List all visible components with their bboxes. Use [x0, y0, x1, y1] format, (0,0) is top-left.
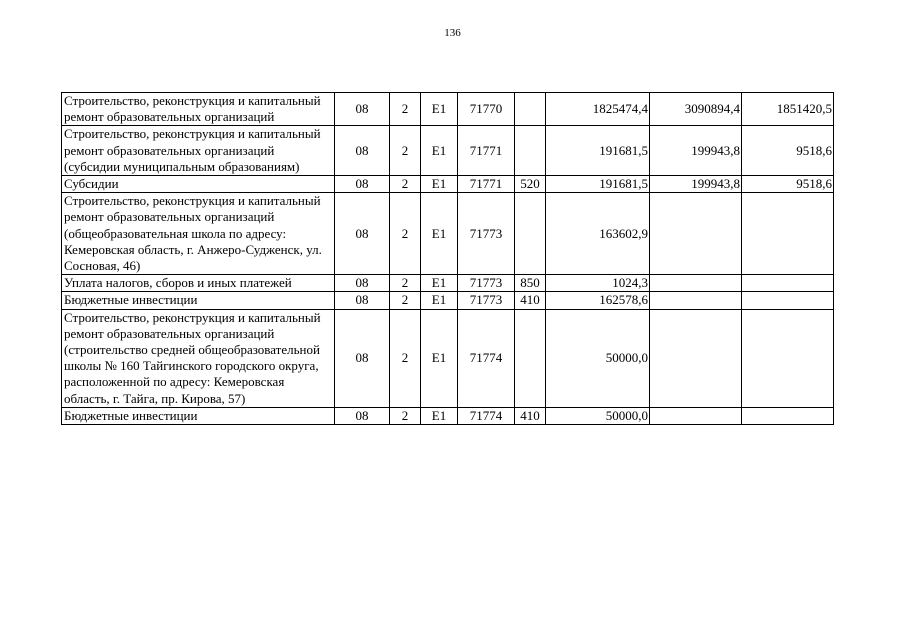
- row-year3: [742, 292, 834, 309]
- row-project: Е1: [421, 407, 458, 424]
- row-expense-type: [515, 309, 546, 407]
- table-row: [62, 292, 834, 309]
- row-section: 08: [335, 407, 390, 424]
- row-direction: 71771: [458, 126, 515, 176]
- row-expense-type: 520: [515, 176, 546, 193]
- table-row: [62, 309, 834, 407]
- row-year3: [742, 407, 834, 424]
- row-year2: 3090894,4: [650, 93, 742, 126]
- row-direction: 71771: [458, 176, 515, 193]
- row-program: 2: [390, 93, 421, 126]
- row-year3: [742, 275, 834, 292]
- row-section: 08: [335, 193, 390, 275]
- row-project: Е1: [421, 93, 458, 126]
- table-row: [62, 93, 834, 126]
- row-name: Субсидии: [62, 176, 335, 193]
- row-year2: [650, 193, 742, 275]
- row-program: 2: [390, 126, 421, 176]
- row-project: Е1: [421, 275, 458, 292]
- row-project: Е1: [421, 176, 458, 193]
- row-direction: 71773: [458, 275, 515, 292]
- row-year2: [650, 309, 742, 407]
- row-name: Бюджетные инвестиции: [62, 407, 335, 424]
- row-year3: [742, 193, 834, 275]
- row-direction: 71773: [458, 292, 515, 309]
- row-expense-type: 850: [515, 275, 546, 292]
- row-year1: 50000,0: [546, 309, 650, 407]
- row-year1: 50000,0: [546, 407, 650, 424]
- row-year2: 199943,8: [650, 176, 742, 193]
- table-row: [62, 176, 834, 193]
- row-expense-type: [515, 93, 546, 126]
- table-row: [62, 126, 834, 176]
- row-name: Строительство, реконструкция и капитальный ремонт образовательных организаций: [62, 93, 335, 126]
- row-year1: 1825474,4: [546, 93, 650, 126]
- row-name: Строительство, реконструкция и капитальный ремонт образовательных организаций (общеобразовательная школа по адресу: Кемеровская область, г. Анжеро-Судженск, ул. Сосновая, 46): [62, 193, 335, 275]
- row-name: Строительство, реконструкция и капитальный ремонт образовательных организаций (строительство средней общеобразовательной школы № 160 Тайгинского городского округа, расположенной по адресу: Кемеровская область, г. Тайга, пр. Кирова, 57): [62, 309, 335, 407]
- row-year2: [650, 407, 742, 424]
- row-program: 2: [390, 275, 421, 292]
- row-year2: [650, 292, 742, 309]
- row-name: Бюджетные инвестиции: [62, 292, 335, 309]
- row-year3: 9518,6: [742, 126, 834, 176]
- row-program: 2: [390, 292, 421, 309]
- row-year1: 1024,3: [546, 275, 650, 292]
- row-section: 08: [335, 176, 390, 193]
- row-program: 2: [390, 193, 421, 275]
- table-row: [62, 407, 834, 424]
- row-program: 2: [390, 407, 421, 424]
- row-project: Е1: [421, 292, 458, 309]
- row-direction: 71774: [458, 407, 515, 424]
- row-section: 08: [335, 126, 390, 176]
- row-year1: 191681,5: [546, 126, 650, 176]
- row-year2: 199943,8: [650, 126, 742, 176]
- row-project: Е1: [421, 309, 458, 407]
- row-section: 08: [335, 93, 390, 126]
- row-section: 08: [335, 292, 390, 309]
- row-direction: 71770: [458, 93, 515, 126]
- row-expense-type: [515, 126, 546, 176]
- row-program: 2: [390, 309, 421, 407]
- row-expense-type: [515, 193, 546, 275]
- table-row: [62, 275, 834, 292]
- row-name: Строительство, реконструкция и капитальный ремонт образовательных организаций (субсидии муниципальным образованиям): [62, 126, 335, 176]
- row-year1: 163602,9: [546, 193, 650, 275]
- row-year2: [650, 275, 742, 292]
- budget-table: [61, 92, 834, 425]
- row-year3: [742, 309, 834, 407]
- row-direction: 71774: [458, 309, 515, 407]
- row-section: 08: [335, 275, 390, 292]
- row-year3: 9518,6: [742, 176, 834, 193]
- row-expense-type: 410: [515, 292, 546, 309]
- page-number: 136: [444, 27, 461, 39]
- row-project: Е1: [421, 126, 458, 176]
- row-direction: 71773: [458, 193, 515, 275]
- row-name: Уплата налогов, сборов и иных платежей: [62, 275, 335, 292]
- row-program: 2: [390, 176, 421, 193]
- row-year1: 162578,6: [546, 292, 650, 309]
- row-year3: 1851420,5: [742, 93, 834, 126]
- row-section: 08: [335, 309, 390, 407]
- row-year1: 191681,5: [546, 176, 650, 193]
- row-expense-type: 410: [515, 407, 546, 424]
- row-project: Е1: [421, 193, 458, 275]
- table-row: [62, 193, 834, 275]
